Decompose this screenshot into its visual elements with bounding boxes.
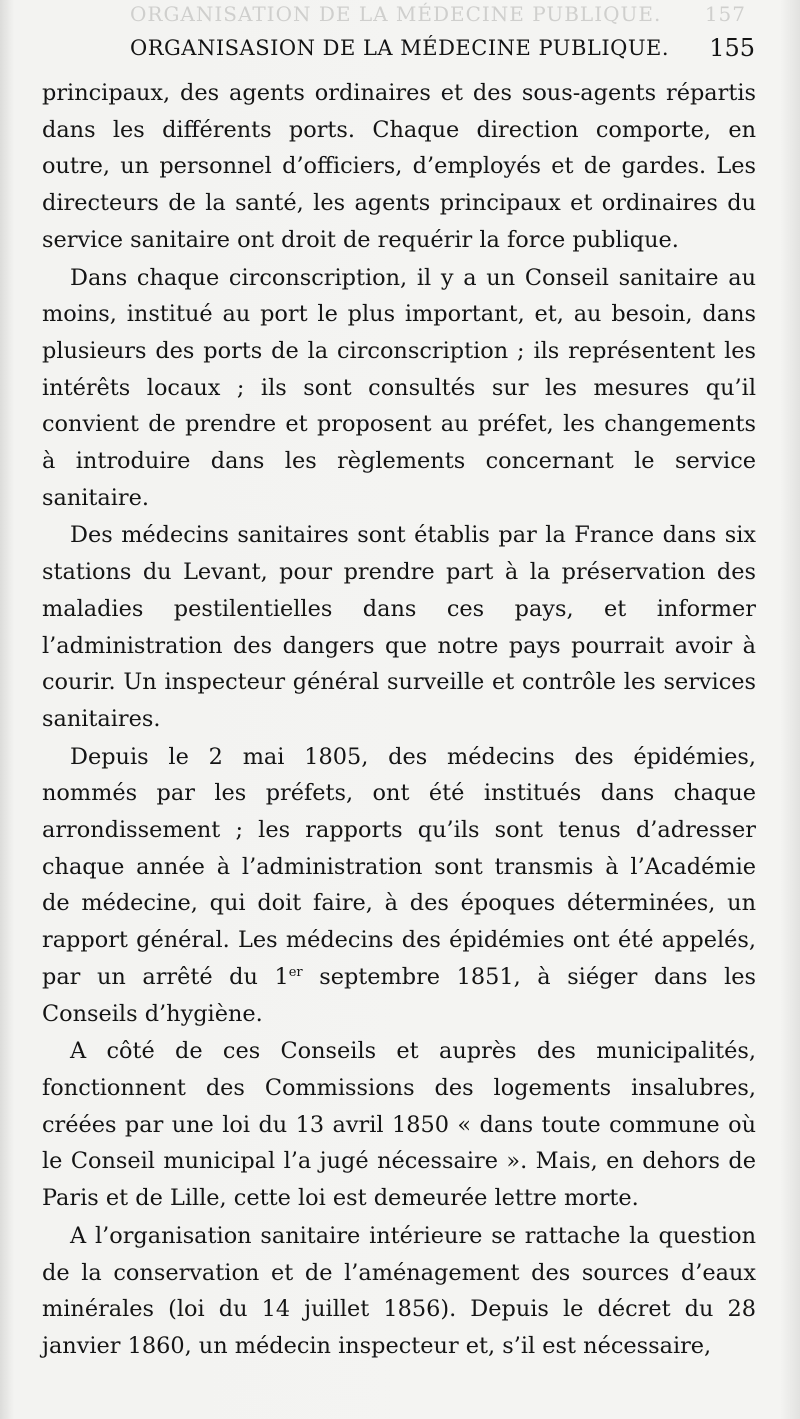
running-header-title: ORGANISASION DE LA MÉDECINE PUBLIQUE.: [130, 36, 670, 60]
running-header: [130, 36, 755, 66]
paragraph-ports-directors: principaux, des agents ordinaires et des sous-agents répartis dans les différents ports. Chaque direction comporte, en outre, un personnel d’officiers, d’employés et de gardes. Les directeurs de la santé, les agents principaux et ordinaires du service sanitaire ont droit de requérir la force publique.: [42, 80, 756, 253]
paragraph-medecins-epidemies: [42, 739, 756, 1033]
paragraph-logements-insalubres: A côté de ces Conseils et auprès des municipalités, fonctionnent des Commissions des logements insalubres, créées par une loi du 13 avril 1850 « dans toute commune où le Conseil municipal l’a jugé nécessaire ». Mais, en dehors de Paris et de Lille, cette loi est demeurée lettre morte.: [42, 1038, 756, 1212]
paragraph-text-part: septembre 1851, à siéger dans les Conseils d’hygiène.: [42, 963, 756, 1027]
page-number: 155: [709, 34, 755, 62]
page-body: [42, 75, 756, 1366]
paragraph-eaux-minerales: A l’organisation sanitaire intérieure se rattache la question de la conservation et de l’aménagement des sources d’eaux minérales (loi du 14 juillet 1856). Depuis le décret du 28 janvier 1860, un médecin inspecteur et, s’il est nécessaire,: [42, 1222, 756, 1359]
bleed-through-title: ORGANISATION DE LA MÉDECINE PUBLIQUE.: [130, 2, 662, 26]
paragraph-text-part: Depuis le 2 mai 1805, des médecins des épidémies, nommés par les préfets, ont été institués dans chaque arrondissement ; les rapports qu’ils sont tenus d’adresser chaque année à l’administration sont transmis à l’Académie de médecine, qui doit faire, à des époques déterminées, un rapport général. Les médecins des épidémies ont été appelés, par un arrêté du 1: [42, 743, 756, 990]
bleed-through-page-number: 157: [704, 2, 746, 26]
paragraph-medecins-sanitaires: Des médecins sanitaires sont établis par la France dans six stations du Levant, pour prendre part à la préservation des maladies pestilentielles dans ces pays, et informer l’administration des dangers que notre pays pourrait avoir à courir. Un inspecteur général surveille et contrôle les services sanitaires.: [42, 522, 756, 732]
bleed-through-header: [130, 2, 760, 26]
paragraph-conseil-sanitaire: Dans chaque circonscription, il y a un Conseil sanitaire au moins, institué au port le plus important, et, au besoin, dans plusieurs des ports de la circonscription ; ils représentent les intérêts locaux ; ils sont consultés sur les mesures qu’il convient de prendre et proposent au préfet, les changements à introduire dans les règlements concernant le service sanitaire.: [42, 264, 756, 511]
superscript-er: er: [288, 964, 303, 980]
